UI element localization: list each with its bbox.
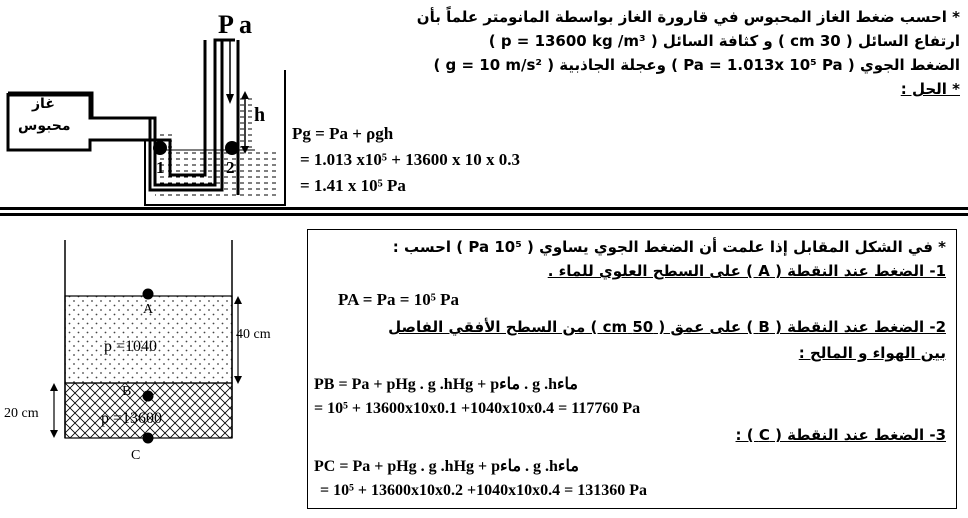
dimension-40cm: 40 cm [236,327,271,342]
gas-label-2: محبوس [18,118,71,134]
tank-figure [0,218,300,518]
pa-label: P a [218,10,252,39]
q2-item-2-line-2: بين الهواء و المالح : [798,344,946,362]
q2-equation-C-2: = 10⁵ + 13600x10x0.2 +1040x10x0.4 = 131360 Pa [320,482,648,499]
point-2-label: 2 [226,158,235,177]
rho-top-label: p =1040 [104,338,158,355]
point-C-label: C [131,448,141,463]
point-B-label: B [122,384,132,399]
h-label: h [254,104,266,126]
point-1-label: 1 [156,158,165,177]
q1-equation-1: Pg = Pa + ρgh [292,124,394,143]
point-C-dot [143,433,154,444]
q2-equation-B-2: = 10⁵ + 13600x10x0.1 +1040x10x0.4 = 117760 Pa [314,400,641,417]
q2-item-3: 3- الضغط عند النقطة ( C ) : [735,426,946,444]
point-2-dot [225,141,239,155]
separator-line-bottom [0,213,968,216]
point-B-dot [143,391,154,402]
point-A-dot [143,289,154,300]
separator-line-top [0,207,968,210]
point-1-dot [153,141,167,155]
q2-equation-C-1: PC = Pa + pHg . g .hHg + pماء . g .hماء [314,458,579,475]
q1-solution-label: * الحل : [900,80,960,98]
point-A-label: A [143,302,154,317]
q2-equation-B-1: PB = Pa + pHg . g .hHg + pماء . g .hماء [314,376,578,393]
q1-equation-2: = 1.013 x10⁵ + 13600 x 10 x 0.3 [300,150,520,169]
q2-item-1: 1- الضغط عند النقطة ( A ) على السطح العلوي للماء . [547,262,946,280]
q1-line-2: ارتفاع السائل ( 30 cm ) و كثافة السائل ( p = 13600 kg /m³ ) [488,32,960,50]
q1-line-3: الضغط الجوي ( Pa = 1.013x 10⁵ Pa ) وعجلة الجاذبية ( g = 10 m/s² ) [433,56,960,74]
dimension-20cm: 20 cm [4,406,39,421]
q1-equation-3: = 1.41 x 10⁵ Pa [300,176,406,195]
q2-equation-A: PA = Pa = 10⁵ Pa [338,290,459,309]
manometer-liquid-right [237,95,255,150]
gas-label-1: غاز [32,96,55,112]
rho-bottom-label: p =13600 [101,410,163,427]
q1-line-1: * احسب ضغط الغاز المحبوس في قارورة الغاز بواسطة المانومتر علماً بأن [416,8,960,26]
q2-item-2-line-1: 2- الضغط عند النقطة ( B ) على عمق ( 50 cm ) من السطح الأفقي الفاصل [388,318,946,336]
q2-intro: * في الشكل المقابل إذا علمت أن الضغط الجوي يساوي ( 10⁵ Pa ) احسب : [392,238,946,256]
